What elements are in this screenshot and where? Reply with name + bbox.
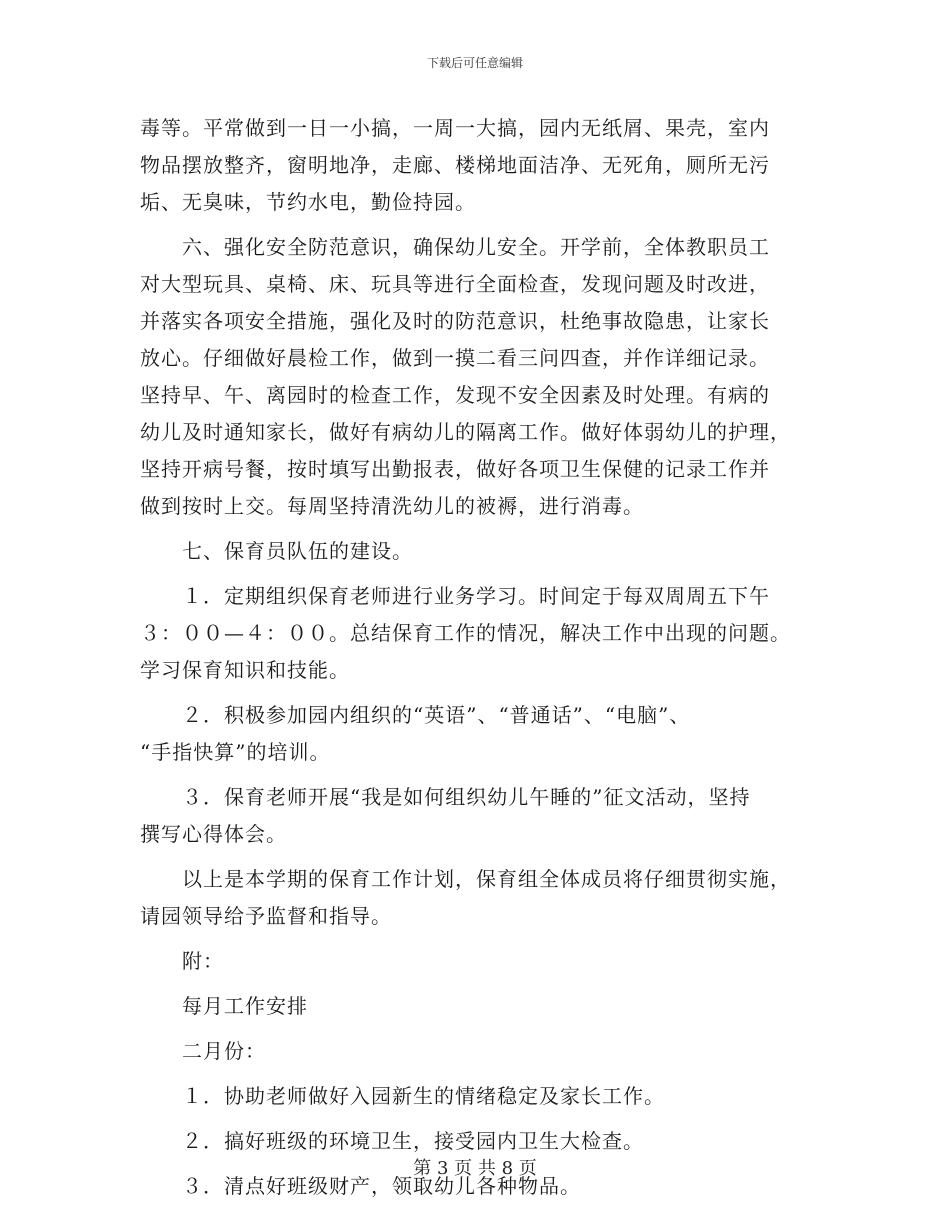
page-header: 下载后可任意编辑 [426, 56, 523, 70]
text-line: ３．保育老师开展“我是如何组织幼儿午睡的”征文活动，坚持 [140, 785, 751, 809]
text-line: ２．积极参加园内组织的“英语”、“普通话”、“电脑”、 [140, 703, 691, 727]
text-line: 撰写心得体会。 [140, 822, 287, 846]
paragraph [140, 697, 820, 771]
text-line: １．定期组织保育老师进行业务学习。时间定于每双周周五下午 [140, 584, 770, 608]
paragraph [140, 110, 820, 221]
text-line: 幼儿及时通知家长，做好有病幼儿的隔离工作。做好体弱幼儿的护理， [140, 420, 791, 444]
paragraph [140, 988, 820, 1025]
text-line: 并落实各项安全措施，强化及时的防范意识，杜绝事故隐患，让家长 [140, 309, 770, 333]
text-line: 每月工作安排 [140, 994, 308, 1018]
text-line: 物品摆放整齐，窗明地净，走廊、楼梯地面洁净、无死角，厕所无污 [140, 153, 770, 177]
text-line: ３．清点好班级财产，领取幼儿各种物品。 [140, 1174, 581, 1198]
text-line: 毒等。平常做到一日一小搞，一周一大搞，园内无纸屑、果壳，室内 [140, 116, 770, 140]
text-line: 请园领导给予监督和指导。 [140, 904, 392, 928]
paragraph [140, 943, 820, 980]
text-line: 垢、无臭味，节约水电，勤俭持园。 [140, 190, 476, 214]
text-line: 对大型玩具、桌椅、床、玩具等进行全面检查，发现问题及时改进， [140, 272, 770, 296]
document-body [140, 110, 820, 1205]
paragraph [140, 1078, 820, 1115]
text-line: 以上是本学期的保育工作计划，保育组全体成员将仔细贯彻实施， [140, 867, 791, 891]
text-line: 做到按时上交。每周坚持清洗幼儿的被褥，进行消毒。 [140, 494, 644, 518]
text-line: 坚持开病号餐，按时填写出勤报表，做好各项卫生保健的记录工作并 [140, 457, 770, 481]
text-line: 坚持早、午、离园时的检查工作，发现不安全因素及时处理。有病的 [140, 383, 770, 407]
text-line: “手指快算”的培训。 [140, 740, 331, 764]
text-line: 七、保育员队伍的建设。 [140, 539, 413, 563]
paragraph [140, 578, 820, 689]
page-footer: 第 3 页 共 8 页 [413, 1158, 537, 1179]
paragraph [140, 861, 820, 935]
text-line: 学习保育知识和技能。 [140, 658, 350, 682]
text-line: ２．搞好班级的环境卫生，接受园内卫生大检查。 [140, 1129, 644, 1153]
paragraph [140, 229, 820, 525]
text-line: 二月份： [140, 1039, 266, 1063]
paragraph [140, 779, 820, 853]
text-line: ３：００—４：００。总结保育工作的情况，解决工作中出现的问题。 [140, 621, 791, 645]
paragraph [140, 1033, 820, 1070]
text-line: １．协助老师做好入园新生的情绪稳定及家长工作。 [140, 1084, 665, 1108]
text-line: 放心。仔细做好晨检工作，做到一摸二看三问四查，并作详细记录。 [140, 346, 770, 370]
paragraph [140, 533, 820, 570]
text-line: 六、强化安全防范意识，确保幼儿安全。开学前，全体教职员工 [140, 235, 770, 259]
text-line: 附： [140, 949, 224, 973]
